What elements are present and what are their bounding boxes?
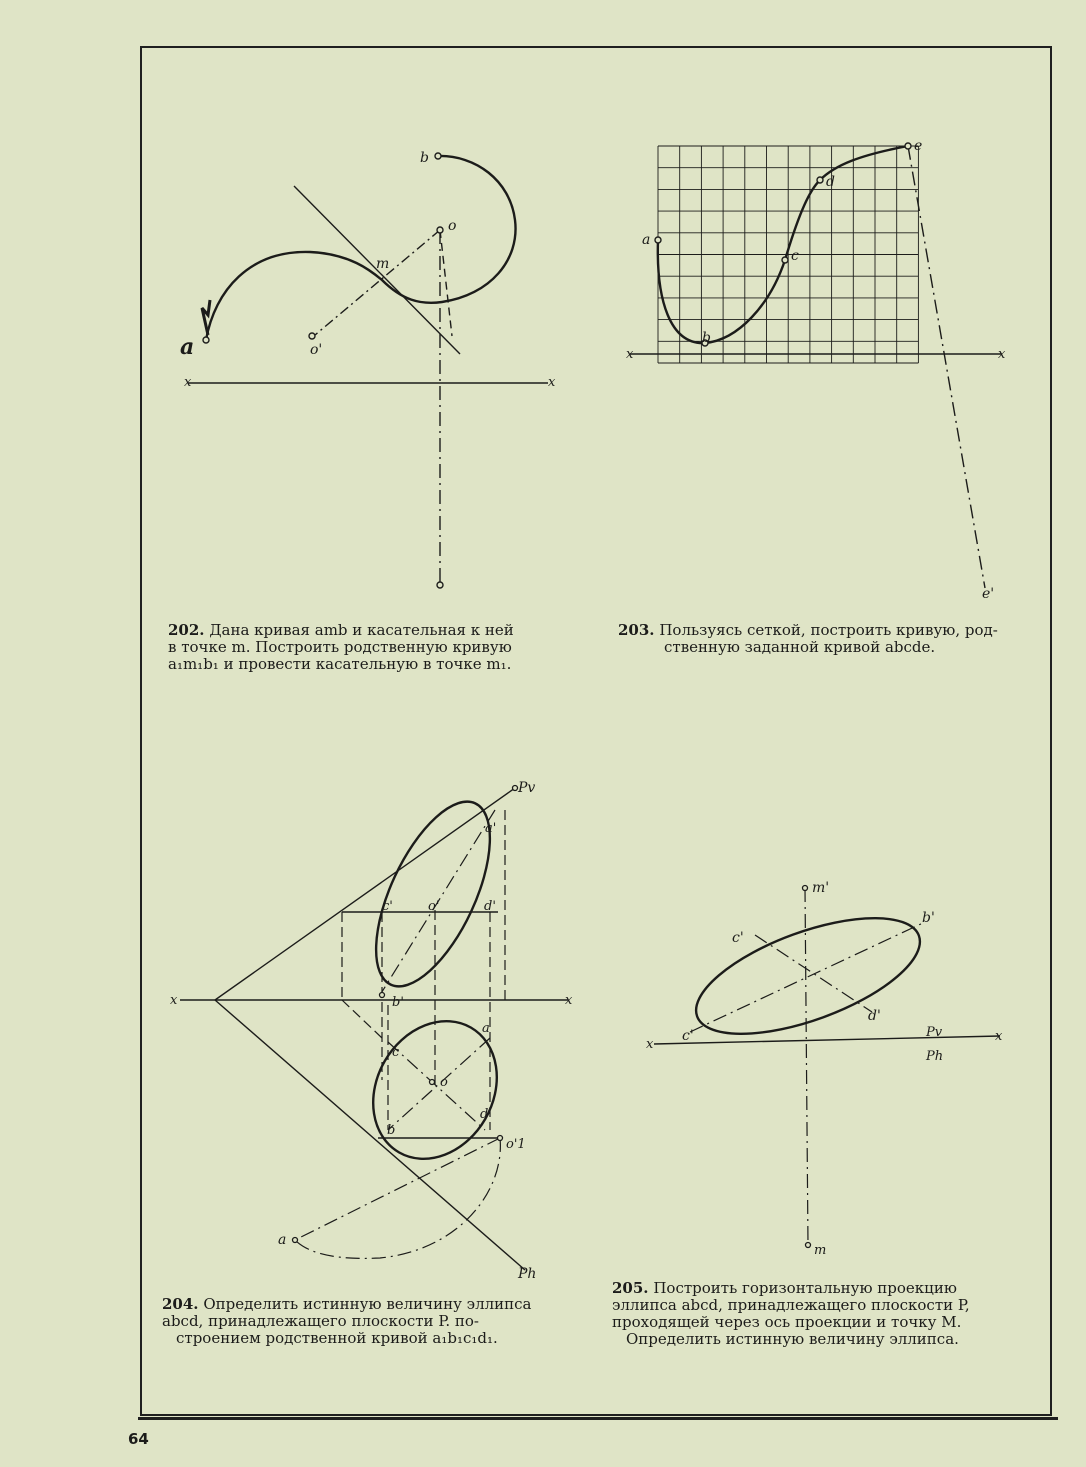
ellipse-front bbox=[353, 786, 514, 1003]
caption-line: эллипса abcd, принадлежащего плоскости P, bbox=[612, 1296, 970, 1314]
caption-line: проходящей через ось проекции и точку M. bbox=[612, 1313, 962, 1331]
label-Ph: Ph bbox=[518, 1266, 537, 1282]
ellipse-top bbox=[349, 999, 521, 1182]
caption-number: 205. bbox=[612, 1279, 649, 1297]
caption-line: ственную заданной кривой abcde. bbox=[664, 638, 936, 656]
label-e-prime: e' bbox=[982, 586, 995, 602]
label-x-left: x bbox=[170, 993, 178, 1008]
dash-e-e bbox=[908, 146, 985, 588]
label-m-prime: m' bbox=[812, 880, 830, 896]
label-m: m bbox=[376, 256, 390, 272]
caption-line: Пользуясь сеткой, построить кривую, род- bbox=[659, 621, 998, 639]
figure-202 bbox=[170, 140, 590, 600]
label-b: b bbox=[702, 330, 711, 346]
caption-number: 203. bbox=[618, 621, 655, 639]
label-c-prime-top: c' bbox=[732, 930, 744, 946]
caption-205 bbox=[612, 1280, 1026, 1348]
label-a-prime: a' bbox=[485, 821, 497, 836]
label-d-prime: d' bbox=[484, 899, 496, 914]
label-a: a bbox=[180, 334, 195, 360]
point-o-prime bbox=[309, 333, 315, 339]
label-a: a bbox=[642, 232, 651, 248]
curve-abcde bbox=[658, 146, 908, 343]
dash-o-o bbox=[440, 230, 452, 336]
point-o bbox=[437, 227, 443, 233]
caption-line: Определить истинную величину эллипса bbox=[203, 1295, 532, 1313]
point-e bbox=[905, 143, 911, 149]
label-b: b bbox=[387, 1123, 396, 1138]
label-Pv: Pv bbox=[926, 1025, 943, 1040]
label-x-left: x bbox=[184, 375, 192, 390]
x-axis bbox=[654, 1036, 1000, 1044]
figure-204 bbox=[160, 770, 600, 1290]
dash-o-m bbox=[315, 230, 440, 335]
trace-Ph bbox=[215, 1000, 525, 1270]
label-x-right: x bbox=[995, 1029, 1003, 1044]
ellipse-front bbox=[682, 894, 934, 1057]
label-o-prime: o' bbox=[310, 342, 323, 358]
label-d-prime: d' bbox=[868, 1008, 881, 1024]
caption-number: 204. bbox=[162, 1295, 199, 1313]
caption-line: Дана кривая amb и касательная к ней bbox=[209, 621, 514, 639]
label-o1-prime: o'1 bbox=[506, 1137, 526, 1152]
label-m: m bbox=[814, 1243, 827, 1258]
label-c: c bbox=[791, 248, 799, 264]
caption-204 bbox=[162, 1296, 584, 1347]
caption-line: в точке m. Построить родственную кривую bbox=[168, 638, 512, 656]
figure-205 bbox=[640, 870, 1020, 1270]
label-d: d bbox=[480, 1107, 489, 1122]
label-a1: a bbox=[482, 1021, 490, 1036]
trace-Pv bbox=[215, 788, 515, 1000]
label-x-right: x bbox=[548, 375, 556, 390]
label-x-left: x bbox=[646, 1037, 654, 1052]
label-x-right: x bbox=[565, 993, 573, 1008]
label-e: e bbox=[914, 138, 923, 154]
caption-line: Определить истинную величину эллипса. bbox=[626, 1330, 959, 1348]
caption-number: 202. bbox=[168, 621, 205, 639]
label-o: o bbox=[448, 218, 457, 234]
label-c: c bbox=[392, 1045, 400, 1060]
grid bbox=[658, 146, 918, 363]
figure-203 bbox=[620, 130, 1020, 610]
label-x-right: x bbox=[998, 347, 1006, 362]
label-c-prime: c' bbox=[382, 899, 393, 914]
label-c-prime-left: c' bbox=[682, 1028, 694, 1044]
caption-line: abcd, принадлежащего плоскости P. по- bbox=[162, 1312, 479, 1330]
label-o: o bbox=[440, 1075, 448, 1090]
caption-line: a₁m₁b₁ и провести касательную в точке m₁. bbox=[168, 655, 512, 673]
label-b-prime: b' bbox=[392, 995, 404, 1010]
label-Ph: Ph bbox=[926, 1049, 944, 1064]
label-Pv: Pv bbox=[518, 780, 536, 796]
curve-amb bbox=[206, 156, 516, 340]
point-a bbox=[655, 237, 661, 243]
label-b-prime: b' bbox=[922, 910, 935, 926]
label-o-prime: o' bbox=[428, 899, 440, 914]
caption-line: строением родственной кривой a₁b₁c₁d₁. bbox=[176, 1329, 498, 1347]
caption-line: Построить горизонтальную проекцию bbox=[653, 1279, 957, 1297]
label-b: b bbox=[420, 150, 429, 166]
point-bottom bbox=[437, 582, 443, 588]
point-a bbox=[203, 337, 209, 343]
point-d bbox=[817, 177, 823, 183]
page-number: 64 bbox=[128, 1430, 149, 1448]
label-d: d bbox=[826, 174, 835, 190]
point-b bbox=[435, 153, 441, 159]
point-c bbox=[782, 257, 788, 263]
label-a-left: a bbox=[278, 1232, 287, 1248]
label-x-left: x bbox=[626, 347, 634, 362]
caption-202 bbox=[168, 622, 584, 673]
caption-203 bbox=[618, 622, 1028, 656]
